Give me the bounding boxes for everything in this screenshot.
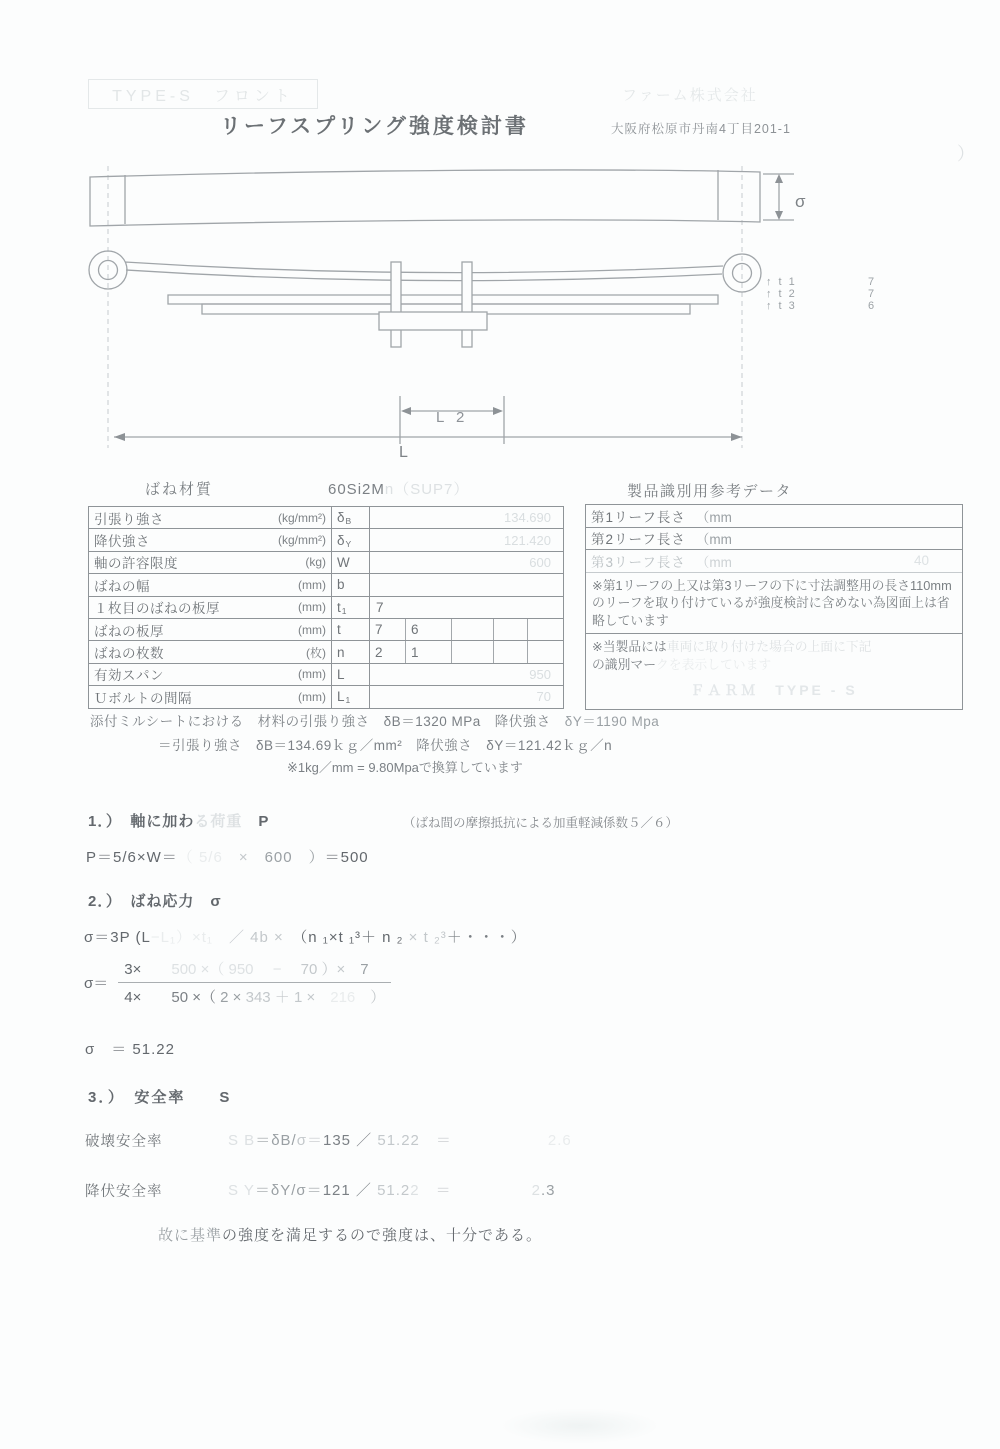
text-segment: 2 xyxy=(451,1182,541,1199)
text-segment: 135 ／ xyxy=(322,1132,378,1149)
yield-safety-label: 降伏安全率 xyxy=(85,1184,163,1200)
section1-formula xyxy=(86,846,369,867)
spec-value: 70 xyxy=(536,689,551,705)
spec-label: 引張り強さ xyxy=(94,511,164,527)
text-segment: ＝500 xyxy=(324,849,369,866)
text-segment: 2.6 xyxy=(451,1132,572,1149)
section1-note: （ばね間の摩擦抵抗による加重軽減係数５／６） xyxy=(403,816,679,830)
spec-unit: (枚) xyxy=(306,645,326,660)
product-note-2-line1 xyxy=(592,638,956,656)
text-segment: × t ₂³ xyxy=(403,929,447,946)
spec-label-cell xyxy=(89,574,332,595)
fraction-numerator xyxy=(118,958,391,983)
spec-label-cell xyxy=(89,641,332,662)
text-segment: 2 × xyxy=(220,989,246,1006)
product-ref-title: 製品識別用参考データ xyxy=(627,483,793,500)
material-value-faint: n（SUP7） xyxy=(384,481,470,498)
spec-symbol: L xyxy=(332,664,370,685)
mill-note-line2: ＝引張り強さ δB＝134.69ｋｇ／mm² 降伏強さ δY＝121.42ｋｇ／n xyxy=(158,738,613,753)
product-row-2 xyxy=(586,528,962,551)
company-name: ファーム株式会社 xyxy=(622,87,758,104)
spec-cell: 6 xyxy=(406,619,452,640)
spec-symbol: t xyxy=(332,619,370,640)
drawing-lines xyxy=(89,166,794,448)
spec-value-area xyxy=(370,641,563,662)
text-segment: S Y xyxy=(228,1182,255,1199)
spec-label: 有効スパン xyxy=(94,668,164,684)
spec-symbol: b xyxy=(332,574,370,595)
text-segment: 故に基準 xyxy=(158,1227,223,1244)
spec-unit: (mm) xyxy=(298,689,326,704)
company-address: 大阪府松原市丹南4丁目201-1 xyxy=(611,122,791,136)
spec-label: 軸の許容限度 xyxy=(94,556,178,572)
text-segment: 2 xyxy=(410,1182,420,1199)
text-segment: ） xyxy=(355,989,386,1006)
spec-symbol: δ Y xyxy=(332,529,370,550)
scan-artifact: ） xyxy=(957,144,975,164)
spec-value xyxy=(370,574,563,595)
text-segment: ／ 4b × xyxy=(213,929,300,946)
fraction-lhs: σ＝ xyxy=(84,975,109,992)
text-segment xyxy=(141,989,171,1006)
thickness-value: 6 xyxy=(868,300,875,312)
text-segment: δY＝1190 Mpa xyxy=(564,714,660,729)
spec-unit: (kg/mm²) xyxy=(278,510,326,525)
spec-cell xyxy=(528,619,563,640)
sigma-dim-label: σ xyxy=(795,192,806,211)
thickness-row-t2 xyxy=(766,288,916,300)
spec-value-area xyxy=(370,507,563,528)
product-note-2-line2 xyxy=(592,656,956,674)
spec-label-cell xyxy=(89,507,332,528)
text-segment: 4× xyxy=(124,989,142,1006)
spec-row xyxy=(89,664,563,686)
section2-formula xyxy=(84,926,527,947)
farm-type-stamp: ＦＡＲＭ TYPE - S xyxy=(690,682,858,699)
spec-value: 950 xyxy=(529,666,551,682)
spec-row xyxy=(89,529,563,551)
text-segment: 343 ＋ 1 × xyxy=(245,989,316,1006)
spec-value-area xyxy=(370,597,563,618)
type-stamp: TYPE-S フロント xyxy=(88,79,318,109)
page-title: リーフスプリング強度検討書 xyxy=(220,115,529,138)
breaking-safety-label: 破壊安全率 xyxy=(85,1134,163,1150)
spec-label: ばねの幅 xyxy=(94,578,150,594)
spec-value-area xyxy=(370,686,563,707)
spec-cell xyxy=(528,641,563,662)
spec-unit: (mm) xyxy=(298,622,326,637)
spec-cell xyxy=(452,619,494,640)
spec-value: 7 xyxy=(376,599,384,615)
spec-label: Ｕボルトの間隔 xyxy=(94,690,192,706)
text-segment: 600 xyxy=(264,849,293,866)
text-segment: ＋・・・） xyxy=(446,929,527,946)
thickness-row-t3 xyxy=(766,300,916,312)
text-segment: ＝ xyxy=(419,1132,452,1149)
text-segment: 51.2 xyxy=(377,1182,411,1199)
spec-row xyxy=(89,686,563,707)
spec-label: １枚目のばねの板厚 xyxy=(94,601,220,617)
spec-row xyxy=(89,574,563,596)
text-segment: る荷重 xyxy=(194,813,243,830)
spec-value-area xyxy=(370,664,563,685)
thickness-value: 7 xyxy=(868,288,875,300)
section2-fraction xyxy=(84,958,391,1007)
text-segment: の強度を満足するので強度は、十分である。 xyxy=(222,1227,543,1244)
text-segment: ＝ xyxy=(419,1182,452,1199)
spec-symbol: n xyxy=(332,641,370,662)
spec-unit: (kg) xyxy=(305,555,326,570)
text-segment: （n ₁×t ₁³＋ n ₂ xyxy=(299,929,404,946)
text-segment: × xyxy=(222,849,265,866)
spec-label: ばねの枚数 xyxy=(94,646,164,662)
spec-symbol: δ B xyxy=(332,507,370,528)
thickness-value: 7 xyxy=(868,276,875,288)
spec-symbol: L 1 xyxy=(332,686,370,707)
breaking-safety-formula xyxy=(228,1129,572,1150)
note2-faint: 車両に取り付けた場合の上面に下記 xyxy=(666,639,872,655)
product-note-1: ※第1リーフの上又は第3リーフの下に寸法調整用の長さ110mmのリーフを取り付けているが強度検討に含めない為図面上は省略しています xyxy=(586,573,962,635)
material-label: ばね材質 xyxy=(145,481,214,498)
spec-symbol: t 1 xyxy=(332,597,370,618)
section3-heading: 3．） 安全率 S xyxy=(88,1089,232,1106)
spec-row xyxy=(89,552,563,574)
spec-row xyxy=(89,641,563,663)
section1-heading xyxy=(88,810,269,831)
yield-safety-formula xyxy=(228,1179,555,1200)
fraction-denominator xyxy=(118,983,391,1007)
spec-table xyxy=(88,506,564,709)
text-segment: ＝δY/σ＝ xyxy=(254,1182,323,1199)
text-segment: −L₁）×t₁ xyxy=(150,929,213,946)
text-segment: 500 ×（ 950 − xyxy=(141,961,301,978)
spec-label-cell xyxy=(89,664,332,685)
spec-label-cell xyxy=(89,597,332,618)
product-row-label: 第2リーフ長さ xyxy=(591,532,686,548)
spec-unit: (kg/mm²) xyxy=(278,533,326,548)
spec-row xyxy=(89,507,563,529)
spec-value-area xyxy=(370,574,563,595)
mill-note-line3: ※1kg／mm = 9.80Mpaで換算しています xyxy=(287,760,523,775)
product-row-value: 40 xyxy=(913,553,929,569)
thickness-mark: ↑ t 3 xyxy=(766,300,797,312)
text-segment: 1．） 軸に加わ xyxy=(88,813,195,830)
spec-symbol: W xyxy=(332,552,370,573)
spec-cell: 1 xyxy=(406,641,452,662)
section2-heading: 2．） ばね応力 σ xyxy=(88,893,222,910)
note2-line2: の識別マー xyxy=(592,657,656,673)
spec-value: 134.690 xyxy=(504,510,551,526)
product-note-2 xyxy=(586,634,962,708)
text-segment: 51.22 xyxy=(377,1132,420,1149)
text-segment: S B xyxy=(228,1132,256,1149)
text-segment: 3× xyxy=(124,961,142,978)
text-segment: P xyxy=(242,813,270,830)
spec-unit: (mm) xyxy=(298,577,326,592)
spec-value-area xyxy=(370,619,563,640)
product-ref-table xyxy=(585,504,963,710)
conclusion-text xyxy=(158,1224,542,1245)
text-segment: 121 ／ xyxy=(322,1182,378,1199)
mill-note-line1 xyxy=(90,710,659,730)
spec-label-cell xyxy=(89,686,332,707)
spec-cell xyxy=(494,619,528,640)
note2-faint2: クを表示しています xyxy=(655,657,772,673)
dim-label-l2: L 2 xyxy=(436,409,469,426)
spec-unit: (mm) xyxy=(298,600,326,615)
text-segment: ＝δB/ xyxy=(255,1132,297,1149)
spec-cell: 7 xyxy=(370,619,406,640)
spec-cell xyxy=(452,641,494,662)
text-segment: P＝5/6×W＝ xyxy=(86,849,178,866)
text-segment: 70 ）× xyxy=(300,961,361,978)
spec-cell xyxy=(494,641,528,662)
text-segment: σ＝ xyxy=(296,1132,323,1149)
dim-label-l: L xyxy=(399,444,408,461)
text-segment: 50 ×（ xyxy=(171,989,221,1006)
spec-value: 600 xyxy=(529,554,551,570)
spec-value: 121.420 xyxy=(504,532,551,548)
product-row-label: 第3リーフ長さ xyxy=(591,554,686,570)
product-row-unit: （mm xyxy=(695,532,732,548)
spec-label: ばねの板厚 xyxy=(94,623,164,639)
material-value-main: 60Si2M xyxy=(328,481,385,498)
note2-head: ※当製品には xyxy=(592,639,667,655)
product-row-1 xyxy=(586,505,962,528)
product-row-3 xyxy=(586,550,962,573)
spec-label-cell xyxy=(89,619,332,640)
text-segment: 7 xyxy=(360,961,369,978)
product-row-unit: （mm xyxy=(695,509,732,525)
thickness-row-t1 xyxy=(766,276,916,288)
text-segment: 降伏強さ xyxy=(480,714,565,729)
product-row-unit: （mm xyxy=(695,554,732,570)
text-segment: 216 xyxy=(315,989,356,1006)
spec-label: 降伏強さ xyxy=(94,534,150,550)
spec-row xyxy=(89,619,563,641)
spec-value-area xyxy=(370,552,563,573)
spec-row xyxy=(89,597,563,619)
section2-result: σ ＝ 51.22 xyxy=(85,1041,175,1058)
spec-label-cell xyxy=(89,529,332,550)
product-row-label: 第1リーフ長さ xyxy=(591,509,686,525)
spec-value-area xyxy=(370,529,563,550)
text-segment: .3 xyxy=(540,1182,556,1199)
text-segment: ） xyxy=(292,849,325,866)
spec-label-cell xyxy=(89,552,332,573)
spec-cell: 2 xyxy=(370,641,406,662)
text-segment: 添付ミルシートにおける 材料の引張り強さ xyxy=(90,714,384,729)
text-segment: δB＝1320 MPa xyxy=(383,714,481,729)
scan-smudge xyxy=(500,1408,660,1444)
material-value xyxy=(328,478,469,499)
thickness-mark: ↑ t 1 xyxy=(766,276,797,288)
text-segment: （ 5/6 xyxy=(177,849,223,866)
spec-unit: (mm) xyxy=(298,667,326,682)
leaf-spring-drawing xyxy=(80,160,960,470)
thickness-mark: ↑ t 2 xyxy=(766,288,797,300)
text-segment: σ＝3P (L xyxy=(84,929,151,946)
fraction xyxy=(118,958,391,1007)
